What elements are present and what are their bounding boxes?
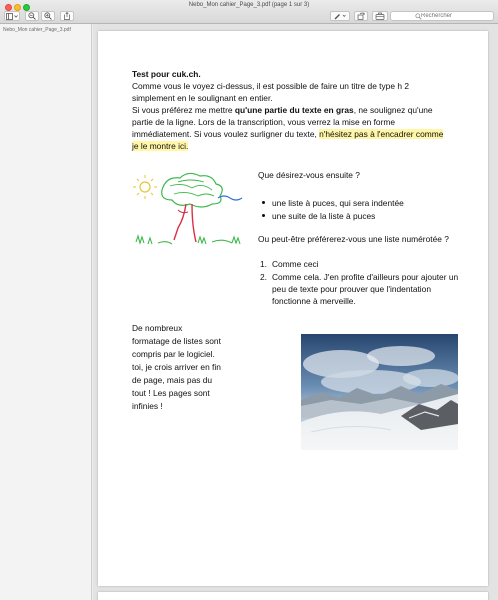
mountain-photo (301, 334, 458, 450)
item-number: 2. (260, 272, 267, 282)
item-text: Comme ceci (272, 259, 319, 269)
rotate-button[interactable] (354, 11, 368, 21)
pdf-page-next (98, 592, 488, 600)
paragraph-1: Comme vous le voyez ci-dessus, il est possible de faire un titre de type h 2 simplement en le soulignant en entier. (132, 81, 409, 103)
bullet-text: une liste à puces, qui sera indentée (272, 198, 404, 208)
toolbox-button[interactable] (372, 11, 388, 21)
title-bar (0, 0, 498, 24)
bullet-item (260, 210, 375, 222)
search-input[interactable] (421, 13, 481, 19)
search-icon (415, 13, 422, 20)
pdf-page (98, 31, 488, 586)
side-paragraph: De nombreux formatage de listes sont compris par le logiciel. toi, je crois arriver en fin de page, mais pas du tout ! Les pages sont infinies ! (132, 323, 221, 411)
thumbnail-sidebar[interactable] (0, 24, 92, 600)
thumbnail-label[interactable]: Nebo_Mon cahier_Page_3.pdf (3, 27, 71, 33)
question-2: Ou peut-être préférerez-vous une liste numérotée ? (258, 234, 449, 244)
sidebar-toggle-icon (6, 13, 18, 20)
bullet-dot (262, 201, 265, 204)
toolbox-icon (375, 12, 385, 20)
paragraph-2-middle: , ne soulignez qu'une partie de la ligne. Lors de la transcription, vous verrez la mise en forme immédiatement. Si vous voulez surligner du texte, (132, 105, 433, 139)
question-1: Que désirez-vous ensuite ? (258, 170, 360, 180)
window-title: Nebo_Mon cahier_Page_3.pdf (page 1 sur 3) (188, 2, 310, 8)
zoom-in-button[interactable] (41, 11, 55, 21)
rotate-icon (357, 12, 366, 20)
markup-pen-icon (333, 12, 347, 20)
search-field[interactable] (390, 11, 494, 21)
item-text: Comme cela. J'en profite d'ailleurs pour ajouter un peu de texte pour prouver que l'indentation fonctionne à merveille. (272, 272, 459, 306)
paragraph-2-start: Si vous préférez me mettre (132, 105, 235, 115)
zoom-out-icon (28, 12, 36, 20)
tree-drawing (132, 168, 244, 250)
bold-text: qu'une partie du texte en gras (234, 105, 354, 115)
share-icon (63, 12, 71, 20)
item-number: 1. (260, 259, 267, 269)
document-heading: Test pour cuk.ch. (132, 69, 201, 79)
numbered-item (260, 258, 319, 270)
document-viewport[interactable] (93, 24, 498, 600)
numbered-item (260, 271, 470, 307)
zoom-in-icon (44, 12, 52, 20)
bullet-dot (262, 214, 265, 217)
highlighted-text: n'hésitez pas à l'encadrer comme je le montre ici. (132, 129, 444, 151)
markup-button[interactable] (330, 11, 350, 21)
bullet-item (260, 197, 404, 209)
bullet-text: une suite de la liste à puces (272, 211, 376, 221)
share-button[interactable] (60, 11, 74, 21)
intro-text (132, 68, 452, 152)
sidebar-toggle-button[interactable] (4, 11, 20, 21)
zoom-out-button[interactable] (25, 11, 39, 21)
